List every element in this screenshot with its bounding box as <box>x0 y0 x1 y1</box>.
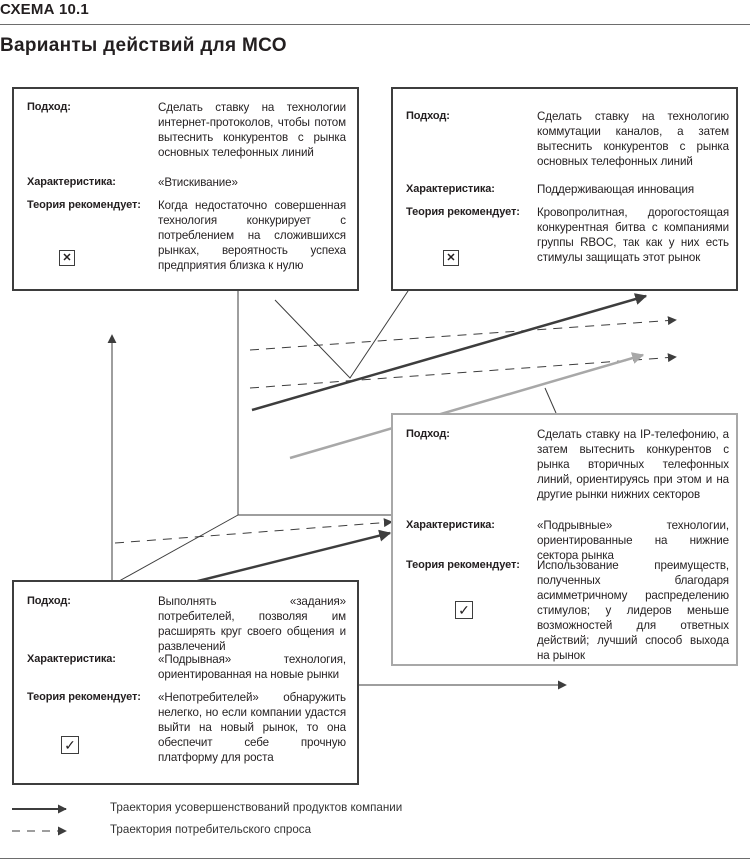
demand-trajectory-lower <box>115 522 392 543</box>
check-mark-icon: ✓ <box>455 601 473 619</box>
demand-trajectory-middle <box>250 357 676 388</box>
cross-mark-icon: ✕ <box>59 250 75 266</box>
approach-label: Подход: <box>406 428 450 440</box>
demand-trajectory-upper <box>250 320 676 350</box>
characteristic-label: Характеристика: <box>27 653 116 665</box>
approach-text: Сделать ставку на IP-телефонию, а затем вытеснить конкурентов с рынка вторичных телефонных линий, ориентируясь при этом и на другие рынки нижних секторов <box>537 428 729 501</box>
approach-text: Сделать ставку на технологии интернет-протоколов, чтобы потом вытеснить конкурентов с рынка основных телефонных линий <box>158 101 346 159</box>
characteristic-label: Характеристика: <box>406 519 495 531</box>
theory-text: «Непотребителей» обнаружить нелегко, но если компании удастся выйти на новый рынок, то она обеспечит себе прочную платформу для роста <box>158 691 346 764</box>
top-boxes-connector <box>275 288 410 378</box>
characteristic-text: Поддерживающая инновация <box>537 183 695 196</box>
theory-text: Использование преимуществ, полученных благодаря асимметричному распределению стимулов; у лидеров меньше возможностей для ответных действий; лучший способ выхода на рынок <box>537 559 729 662</box>
cross-mark-icon: ✕ <box>443 250 459 266</box>
footer-divider <box>0 858 750 859</box>
theory-text: Кровопролитная, дорогостоящая конкурентная битва с компаниями группы RBOC, так как у них есть стимулы защищать этот рынок <box>537 206 729 264</box>
theory-label: Теория рекомендует: <box>27 199 141 211</box>
characteristic-text: «Подрывная» технология, ориентированная на новые рынки <box>158 653 346 681</box>
option-box-circuit-switching <box>391 87 738 291</box>
check-mark-icon: ✓ <box>61 736 79 754</box>
characteristic-text: «Подрывные» технологии, ориентированные на нижние сектора рынка <box>537 519 729 562</box>
characteristic-label: Характеристика: <box>27 176 116 188</box>
figure-label: СХЕМА 10.1 <box>0 1 89 18</box>
improvement-trajectory-new-market <box>190 533 390 583</box>
approach-label: Подход: <box>406 110 450 122</box>
approach-label: Подход: <box>27 101 71 113</box>
option-box-new-market <box>12 580 359 785</box>
legend-dashed-label: Траектория потребительского спроса <box>110 823 312 836</box>
theory-label: Теория рекомендует: <box>27 691 141 703</box>
right-boxes-connector <box>545 388 556 413</box>
characteristic-label: Характеристика: <box>406 183 495 195</box>
approach-text: Выполнять «задания» потребителей, позволяя им расширять круг своего общения и развлечений <box>158 595 346 653</box>
approach-label: Подход: <box>27 595 71 607</box>
characteristic-text: «Втискивание» <box>158 176 238 189</box>
page-title: Варианты действий для МСО <box>0 35 287 56</box>
improvement-trajectory-sustaining <box>252 296 646 410</box>
option-box-ip-telephony <box>391 413 738 666</box>
theory-text: Когда недостаточно совершенная технология конкурирует с потреблением на сложившихся рынках, вероятность успеха предприятия близка к нулю <box>158 199 346 272</box>
option-box-internet-protocol <box>12 87 359 291</box>
approach-text: Сделать ставку на технологию коммутации каналов, а затем вытеснить конкурентов с рынка основных телефонных линий <box>537 110 729 168</box>
theory-label: Теория рекомендует: <box>406 559 520 571</box>
theory-label: Теория рекомендует: <box>406 206 520 218</box>
legend-solid-label: Траектория усовершенствований продуктов компании <box>110 801 403 814</box>
